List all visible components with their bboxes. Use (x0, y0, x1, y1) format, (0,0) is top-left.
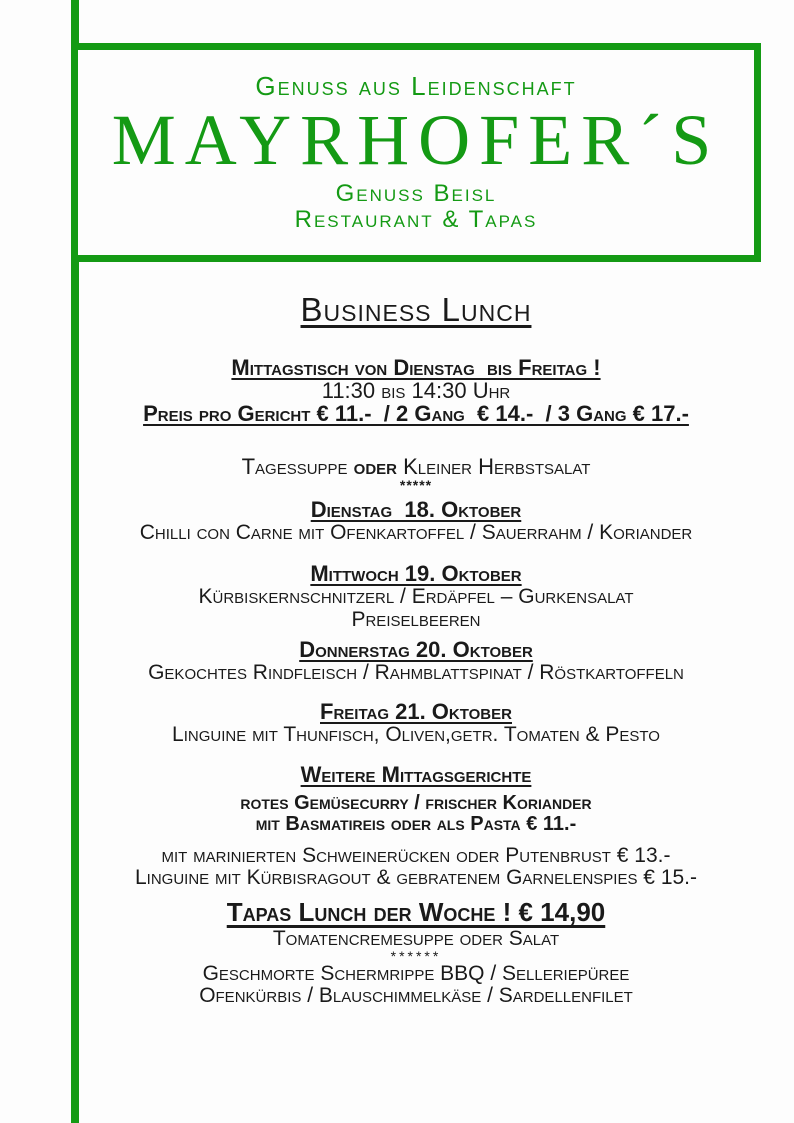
menu-content (38, 280, 794, 1007)
weitere-heading: Weitere Mittagsgerichte (300, 762, 532, 787)
dish-dienstag: Chilli con Carne mit Ofenkartoffel / Sauerrahm / Koriander (139, 521, 693, 544)
day-title-donnerstag: Donnerstag 20. Oktober (299, 637, 533, 662)
weitere-linguine-line: Linguine mit Kürbisragout & gebratenem Garnelenspies € 15.- (134, 866, 698, 889)
lunch-days-line: Mittagstisch von Dienstag bis Freitag ! (231, 355, 601, 380)
starter-oder: oder (353, 454, 398, 479)
dish-mittwoch-2: Preiselbeeren (351, 608, 481, 631)
starter-pre: Tagessuppe (241, 454, 354, 479)
tapas-soup-line: Tomatencremesuppe oder Salat (272, 927, 560, 950)
restaurant-subtitle-tapas: Restaurant & Tapas (294, 206, 538, 233)
tapas-rib-line: Geschmorte Schermrippe BBQ / Selleriepüree (202, 962, 630, 985)
weitere-curry-line: rotes Gemüsecurry / frischer Koriander (240, 792, 592, 814)
weitere-basmati-line: mit Basmatireis oder als Pasta € 11.- (255, 813, 577, 835)
dish-donnerstag: Gekochtes Rindfleisch / Rahmblattspinat / Röstkartoffeln (148, 661, 684, 684)
restaurant-header-box (71, 43, 761, 262)
lunch-hours-line: 11:30 bis 14:30 Uhr (321, 378, 511, 403)
page-title: Business Lunch (300, 291, 532, 328)
tapas-heading: Tapas Lunch der Woche ! € 14,90 (226, 897, 606, 927)
weitere-schwein-line: mit marinierten Schweinerücken oder Putenbrust € 13.- (161, 844, 671, 867)
day-title-freitag: Freitag 21. Oktober (320, 699, 512, 724)
day-title-dienstag: Dienstag 18. Oktober (310, 497, 522, 522)
restaurant-subtitle-beisl: Genuss Beisl (335, 180, 497, 207)
stars-separator: ***** (399, 477, 433, 493)
restaurant-tagline: Genuss aus Leidenschaft (255, 71, 577, 101)
dish-freitag: Linguine mit Thunfisch, Oliven,getr. Tomaten & Pesto (172, 723, 660, 746)
stars-separator-2: ****** (390, 948, 442, 964)
tapas-pumpkin-line: Ofenkürbis / Blauschimmelkäse / Sardellenfilet (199, 984, 633, 1007)
restaurant-name: MAYRHOFER´S (111, 100, 721, 180)
dish-mittwoch-1: Kürbiskernschnitzerl / Erdäpfel – Gurkensalat (198, 585, 634, 608)
lunch-prices-line: Preis pro Gericht € 11.- / 2 Gang € 14.- / 3 Gang € 17.- (143, 401, 689, 426)
starter-post: Kleiner Herbstsalat (397, 454, 591, 479)
day-title-mittwoch: Mittwoch 19. Oktober (310, 561, 522, 586)
starter-line (38, 455, 794, 478)
